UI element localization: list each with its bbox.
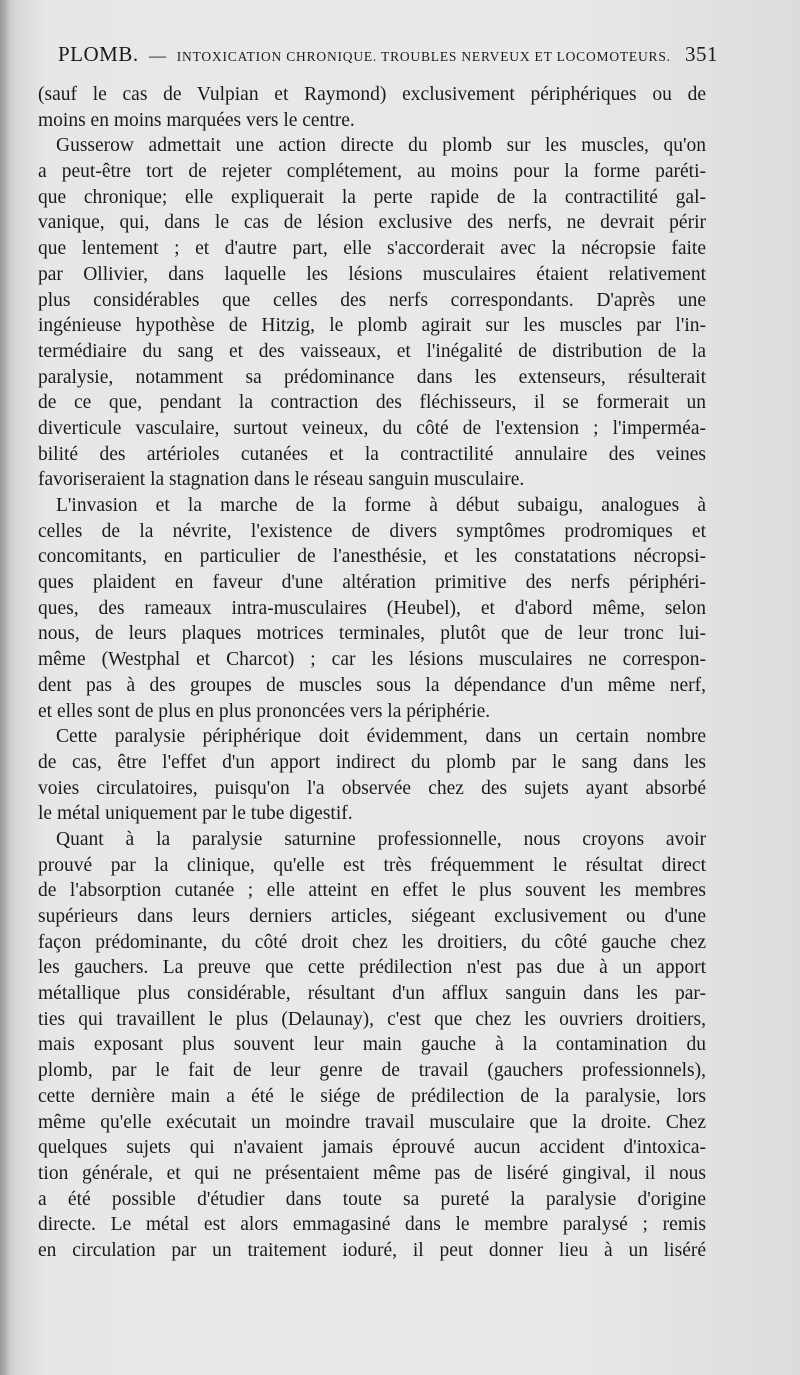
text-line: favoriseraient la stagnation dans le réseau sanguin musculaire.	[38, 469, 525, 491]
running-head-subtitle: INTOXICATION CHRONIQUE. TROUBLES NERVEUX ET LOCOMOTEURS.	[176, 49, 671, 64]
text-line: cette dernière main a été le siége de prédilection de la paralysie, lors	[38, 1085, 706, 1107]
text-line: vanique, qui, dans le cas de lésion exclusive des nerfs, ne devrait périr	[38, 212, 706, 234]
text-line: de cas, être l'effet d'un apport indirect du plomb par le sang dans les	[38, 751, 706, 773]
binding-shadow	[0, 0, 10, 1375]
text-line: bilité des artérioles cutanées et la contractilité annulaire des veines	[38, 443, 706, 465]
running-head-left	[58, 42, 671, 67]
text-line: tion générale, et qui ne présentaient même pas de liséré gingival, il nous	[38, 1162, 706, 1184]
text-line: a été possible d'étudier dans toute sa pureté la paralysie d'origine	[38, 1188, 706, 1210]
text-line: de l'absorption cutanée ; elle atteint en effet le plus souvent les membres	[38, 880, 706, 902]
text-line: quelques sujets qui n'avaient jamais éprouvé aucun accident d'intoxica-	[38, 1137, 706, 1159]
body-text	[38, 82, 706, 1352]
text-line: (sauf le cas de Vulpian et Raymond) exclusivement périphériques ou de	[38, 84, 706, 105]
text-line: supérieurs dans leurs derniers articles, siégeant exclusivement ou d'une	[38, 906, 706, 927]
text-line: ingénieuse hypothèse de Hitzig, le plomb agirait sur les muscles par l'in-	[38, 315, 706, 337]
text-line: diverticule vasculaire, surtout veineux, du côté de l'extension ; l'imperméa-	[38, 417, 706, 439]
running-head	[58, 42, 718, 72]
text-line: ques plaident en faveur d'une altération primitive des nerfs périphéri-	[38, 572, 706, 594]
text-line: plus considérables que celles des nerfs correspondants. D'après une	[38, 289, 706, 311]
text-line: Cette paralysie périphérique doit évidemment, dans un certain nombre	[56, 726, 706, 748]
text-line: et elles sont de plus en plus prononcées vers la périphérie.	[38, 700, 491, 722]
text-line: voies circulatoires, puisqu'on l'a observée chez des sujets ayant absorbé	[38, 777, 706, 799]
text-line: même qu'elle exécutait un moindre travail musculaire que la droite. Chez	[38, 1111, 706, 1133]
text-line: les gauchers. La preuve que cette prédilection n'est pas due à un apport	[38, 957, 706, 979]
text-line: le métal uniquement par le tube digestif.	[38, 803, 353, 825]
running-head-separator: —	[149, 46, 167, 65]
text-line: métallique plus considérable, résultant d'un afflux sanguin dans les par-	[38, 983, 706, 1005]
text-line: termédiaire du sang et des vaisseaux, et l'inégalité de distribution de la	[38, 340, 706, 362]
page-number: 351	[685, 42, 718, 66]
text-line: directe. Le métal est alors emmagasiné dans le membre paralysé ; remis	[38, 1214, 706, 1236]
text-line: ties qui travaillent le plus (Delaunay), c'est que chez les ouvriers droitiers,	[38, 1008, 706, 1030]
text-line: en circulation par un traitement ioduré, il peut donner lieu à un liséré	[38, 1239, 706, 1261]
text-line: dent pas à des groupes de muscles sous la dépendance d'un même nerf,	[38, 674, 706, 696]
text-line: concomitants, en particulier de l'anesthésie, et les constatations nécropsi-	[38, 546, 706, 568]
text-line: que lentement ; et d'autre part, elle s'accorderait avec la nécropsie faite	[38, 238, 706, 260]
text-line: a peut-être tort de rejeter complétement, au moins pour la forme paréti-	[38, 161, 706, 183]
text-line: moins en moins marquées vers le centre.	[38, 109, 355, 131]
text-line: Gusserow admettait une action directe du plomb sur les muscles, qu'on	[56, 135, 706, 157]
running-head-title: PLOMB.	[58, 42, 139, 66]
text-line: plomb, par le fait de leur genre de travail (gauchers professionnels),	[38, 1060, 706, 1082]
text-line: Quant à la paralysie saturnine professionnelle, nous croyons avoir	[56, 828, 706, 850]
text-line: façon prédominante, du côté droit chez les droitiers, du côté gauche chez	[38, 931, 706, 953]
text-line: ques, des rameaux intra-musculaires (Heubel), et d'abord même, selon	[38, 597, 706, 619]
text-line: par Ollivier, dans laquelle les lésions musculaires étaient relativement	[38, 263, 706, 285]
text-line: nous, de leurs plaques motrices terminales, plutôt que de leur tronc lui-	[38, 623, 706, 645]
text-line: paralysie, notamment sa prédominance dans les extenseurs, résulterait	[38, 366, 706, 388]
text-line: de ce que, pendant la contraction des fléchisseurs, il se formerait un	[38, 392, 706, 414]
text-line: mais exposant plus souvent leur main gauche à la contamination du	[38, 1034, 706, 1056]
text-line: celles de la névrite, l'existence de divers symptômes prodromiques et	[38, 520, 706, 542]
text-line: L'invasion et la marche de la forme à début subaigu, analogues à	[56, 495, 706, 516]
text-line: même (Westphal et Charcot) ; car les lésions musculaires ne correspon-	[38, 649, 706, 671]
text-line: prouvé par la clinique, qu'elle est très fréquemment le résultat direct	[38, 854, 706, 876]
text-line: que chronique; elle expliquerait la perte rapide de la contractilité gal-	[38, 186, 706, 208]
